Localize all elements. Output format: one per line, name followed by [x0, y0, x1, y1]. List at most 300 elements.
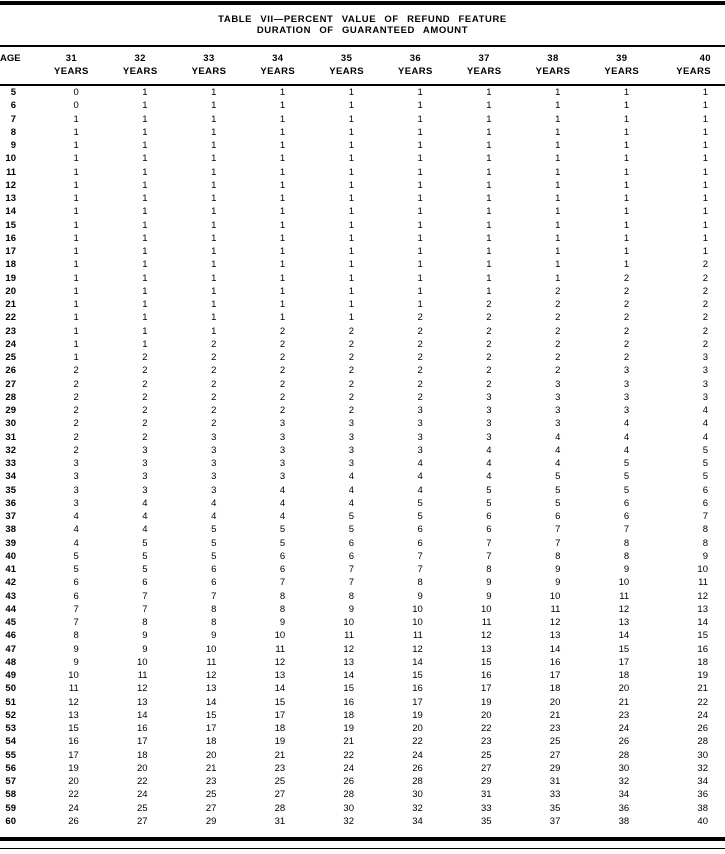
- value-cell: 28: [412, 776, 423, 787]
- value-cell: 18: [137, 749, 148, 761]
- value-cell: 3: [142, 484, 148, 496]
- table-row-age-53: [0, 722, 725, 735]
- value-cell: 4: [348, 471, 354, 483]
- value-cell: 1: [142, 206, 148, 218]
- value-cell: 1: [348, 299, 354, 310]
- value-cell: 1: [211, 259, 217, 271]
- value-cell: 2: [211, 352, 217, 363]
- value-cell: 8: [73, 630, 79, 642]
- value-cell: 1: [211, 100, 217, 112]
- value-cell: 16: [697, 643, 708, 655]
- table-row-age-12: [0, 179, 725, 192]
- age-cell: 54: [5, 736, 16, 748]
- value-cell: 22: [697, 696, 708, 708]
- value-cell: 1: [142, 193, 148, 204]
- value-cell: 9: [486, 590, 492, 602]
- value-cell: 3: [142, 444, 148, 456]
- value-cell: 12: [481, 630, 492, 642]
- value-cell: 6: [486, 524, 492, 536]
- value-cell: 1: [348, 126, 354, 138]
- age-cell: 56: [5, 762, 16, 774]
- age-cell: 47: [5, 643, 16, 655]
- value-cell: 3: [73, 497, 79, 509]
- value-cell: 26: [412, 762, 423, 774]
- value-cell: 2: [279, 352, 286, 363]
- value-cell: 1: [623, 232, 630, 244]
- value-cell: 3: [486, 431, 492, 443]
- table-row-age-55: [0, 749, 725, 762]
- table-row-age-49: [0, 669, 725, 682]
- header-year-number: 37: [478, 53, 490, 64]
- value-cell: 1: [348, 87, 354, 98]
- value-cell: 1: [417, 206, 423, 218]
- value-cell: 1: [555, 219, 561, 231]
- value-cell: 2: [279, 338, 286, 350]
- value-cell: 6: [623, 497, 630, 509]
- value-cell: 11: [619, 590, 630, 602]
- value-cell: 6: [555, 511, 561, 522]
- value-cell: 3: [555, 378, 561, 390]
- table-row-age-32: [0, 444, 725, 457]
- table-row-age-26: [0, 364, 725, 377]
- value-cell: 4: [142, 497, 148, 509]
- value-cell: 2: [348, 378, 354, 390]
- value-cell: 9: [73, 656, 79, 668]
- value-cell: 2: [142, 431, 148, 443]
- value-cell: 2: [348, 325, 354, 337]
- value-cell: 34: [697, 776, 708, 787]
- value-cell: 9: [211, 630, 217, 642]
- value-cell: 1: [623, 259, 630, 271]
- value-cell: 1: [211, 325, 217, 337]
- value-cell: 38: [618, 815, 630, 827]
- age-cell: 23: [5, 325, 16, 337]
- table-row-age-36: [0, 497, 725, 510]
- value-cell: 1: [211, 179, 217, 191]
- value-cell: 2: [211, 418, 217, 430]
- value-cell: 1: [417, 140, 423, 151]
- table-row-age-27: [0, 378, 725, 391]
- header-39-years: [587, 46, 656, 85]
- value-cell: 1: [211, 140, 217, 151]
- header-year-number: 33: [203, 53, 215, 64]
- value-cell: 1: [73, 299, 79, 310]
- value-cell: 1: [486, 179, 492, 191]
- value-cell: 1: [417, 246, 423, 257]
- value-cell: 1: [486, 87, 492, 98]
- value-cell: 1: [348, 193, 354, 204]
- value-cell: 1: [623, 179, 630, 191]
- value-cell: 1: [279, 232, 286, 244]
- table-title: TABLE VII—PERCENT VALUE OF REFUND FEATURE: [218, 14, 507, 25]
- value-cell: 19: [412, 709, 423, 721]
- value-cell: 1: [211, 153, 217, 165]
- age-cell: 52: [5, 709, 16, 721]
- value-cell: 19: [68, 762, 79, 774]
- value-cell: 2: [623, 312, 630, 324]
- value-cell: 17: [412, 696, 423, 708]
- value-cell: 6: [417, 537, 423, 549]
- value-cell: 4: [73, 524, 79, 536]
- value-cell: 2: [142, 378, 148, 390]
- value-cell: 1: [486, 272, 492, 284]
- value-cell: 3: [279, 418, 286, 430]
- age-cell: 24: [5, 338, 16, 350]
- value-cell: 4: [417, 471, 423, 483]
- age-cell: 25: [5, 352, 16, 363]
- value-cell: 21: [618, 696, 630, 708]
- age-cell: 50: [5, 683, 16, 695]
- table-row-age-21: [0, 298, 725, 311]
- age-cell: 11: [5, 166, 16, 178]
- value-cell: 1: [279, 193, 286, 204]
- age-cell: 6: [10, 100, 16, 112]
- table-row-age-57: [0, 775, 725, 788]
- value-cell: 1: [623, 126, 630, 138]
- value-cell: 17: [549, 670, 561, 681]
- age-cell: 37: [5, 511, 16, 522]
- value-cell: 29: [549, 762, 561, 774]
- value-cell: 14: [205, 696, 217, 708]
- table-row-age-54: [0, 735, 725, 748]
- value-cell: 1: [211, 206, 217, 218]
- value-cell: 1: [417, 179, 423, 191]
- table-row-age-35: [0, 484, 725, 497]
- table-row-age-46: [0, 629, 725, 642]
- value-cell: 16: [412, 683, 423, 695]
- value-cell: 4: [142, 511, 148, 522]
- value-cell: 8: [211, 603, 217, 615]
- header-years-label: YEARS: [329, 65, 364, 77]
- table-row-age-51: [0, 696, 725, 709]
- age-cell: 41: [5, 564, 16, 575]
- value-cell: 5: [623, 458, 630, 469]
- value-cell: 1: [623, 193, 630, 204]
- value-cell: 3: [348, 458, 354, 469]
- value-cell: 4: [417, 484, 423, 496]
- age-cell: 17: [5, 246, 16, 257]
- value-cell: 7: [555, 537, 561, 549]
- table-row-age-60: [0, 815, 725, 828]
- value-cell: 26: [697, 723, 708, 734]
- value-cell: 10: [697, 564, 708, 575]
- value-cell: 1: [486, 166, 492, 178]
- value-cell: 1: [555, 126, 561, 138]
- header-year-number: 32: [134, 53, 146, 64]
- value-cell: 1: [417, 87, 423, 98]
- value-cell: 1: [73, 285, 79, 297]
- value-cell: 6: [348, 537, 354, 549]
- age-cell: 8: [10, 126, 16, 138]
- table-row-age-25: [0, 351, 725, 364]
- value-cell: 3: [348, 418, 354, 430]
- value-cell: 3: [279, 458, 286, 469]
- value-cell: 1: [486, 259, 492, 271]
- value-cell: 10: [137, 656, 148, 668]
- value-cell: 1: [555, 100, 561, 112]
- value-cell: 6: [211, 564, 217, 575]
- value-cell: 4: [279, 484, 286, 496]
- value-cell: 2: [417, 338, 423, 350]
- value-cell: 2: [279, 325, 286, 337]
- value-cell: 1: [348, 206, 354, 218]
- value-cell: 3: [486, 418, 492, 430]
- header-year-number: 38: [547, 53, 559, 64]
- value-cell: 1: [486, 140, 492, 151]
- value-cell: 6: [702, 484, 708, 496]
- age-cell: 34: [5, 471, 16, 483]
- header-32-years: [106, 46, 175, 85]
- value-cell: 2: [417, 391, 423, 403]
- value-cell: 5: [623, 471, 630, 483]
- value-cell: 5: [142, 537, 148, 549]
- value-cell: 13: [274, 670, 286, 681]
- value-cell: 1: [142, 272, 148, 284]
- value-cell: 1: [211, 285, 217, 297]
- value-cell: 34: [618, 789, 630, 801]
- value-cell: 9: [417, 590, 423, 602]
- value-cell: 1: [555, 259, 561, 271]
- header-40-years: [656, 46, 725, 85]
- age-cell: 43: [5, 590, 16, 602]
- value-cell: 1: [279, 246, 286, 257]
- age-cell: 27: [5, 378, 16, 390]
- value-cell: 23: [481, 736, 492, 748]
- value-cell: 0: [73, 87, 79, 98]
- value-cell: 1: [279, 259, 286, 271]
- value-cell: 4: [348, 497, 354, 509]
- value-cell: 1: [211, 219, 217, 231]
- value-cell: 1: [279, 153, 286, 165]
- value-cell: 2: [702, 285, 708, 297]
- value-cell: 7: [279, 577, 286, 589]
- value-cell: 3: [73, 484, 79, 496]
- value-cell: 1: [142, 246, 148, 257]
- value-cell: 1: [702, 87, 708, 98]
- age-cell: 29: [5, 405, 16, 416]
- value-cell: 1: [142, 232, 148, 244]
- value-cell: 27: [549, 749, 561, 761]
- value-cell: 1: [702, 113, 708, 125]
- value-cell: 33: [549, 789, 561, 801]
- value-cell: 20: [549, 696, 561, 708]
- age-cell: 45: [5, 617, 16, 628]
- value-cell: 9: [555, 577, 561, 589]
- value-cell: 9: [555, 564, 561, 575]
- value-cell: 7: [73, 603, 79, 615]
- value-cell: 25: [274, 776, 286, 787]
- value-cell: 2: [623, 352, 630, 363]
- value-cell: 2: [623, 299, 630, 310]
- value-cell: 1: [486, 206, 492, 218]
- value-cell: 6: [142, 577, 148, 589]
- table-row-age-29: [0, 404, 725, 417]
- value-cell: 35: [481, 815, 492, 827]
- value-cell: 13: [697, 603, 708, 615]
- value-cell: 8: [211, 617, 217, 628]
- value-cell: 21: [697, 683, 708, 695]
- value-cell: 2: [142, 365, 148, 377]
- value-cell: 1: [142, 87, 148, 98]
- value-cell: 1: [417, 126, 423, 138]
- value-cell: 6: [623, 511, 630, 522]
- value-cell: 4: [486, 444, 492, 456]
- age-cell: 58: [5, 789, 16, 801]
- age-cell: 15: [5, 219, 16, 231]
- age-cell: 57: [5, 776, 16, 787]
- value-cell: 9: [73, 643, 79, 655]
- table-row-age-9: [0, 139, 725, 152]
- value-cell: 1: [486, 232, 492, 244]
- age-cell: 12: [5, 179, 16, 191]
- age-cell: 21: [5, 299, 16, 310]
- value-cell: 27: [481, 762, 492, 774]
- age-cell: 18: [5, 259, 16, 271]
- value-cell: 23: [274, 762, 286, 774]
- value-cell: 18: [697, 656, 708, 668]
- value-cell: 3: [702, 378, 708, 390]
- value-cell: 3: [211, 444, 217, 456]
- value-cell: 25: [205, 789, 217, 801]
- value-cell: 13: [205, 683, 217, 695]
- refund-feature-table: [0, 45, 725, 828]
- value-cell: 24: [412, 749, 423, 761]
- value-cell: 1: [348, 140, 354, 151]
- value-cell: 11: [550, 603, 561, 615]
- value-cell: 26: [618, 736, 630, 748]
- value-cell: 2: [211, 338, 217, 350]
- value-cell: 3: [555, 418, 561, 430]
- header-year-number: 35: [340, 53, 353, 64]
- value-cell: 3: [279, 444, 286, 456]
- value-cell: 8: [623, 537, 630, 549]
- value-cell: 21: [274, 749, 286, 761]
- age-cell: 13: [5, 193, 16, 204]
- value-cell: 5: [73, 564, 79, 575]
- value-cell: 7: [142, 603, 148, 615]
- value-cell: 1: [279, 166, 286, 178]
- value-cell: 2: [142, 418, 148, 430]
- age-cell: 14: [5, 206, 16, 218]
- value-cell: 1: [555, 179, 561, 191]
- value-cell: 12: [549, 617, 561, 628]
- header-year-number: 40: [699, 53, 711, 64]
- value-cell: 8: [417, 577, 423, 589]
- value-cell: 4: [279, 497, 286, 509]
- age-cell: 31: [5, 431, 16, 443]
- value-cell: 1: [702, 100, 708, 112]
- table-row-age-42: [0, 576, 725, 589]
- table-row-age-17: [0, 245, 725, 258]
- age-cell: 40: [5, 550, 16, 562]
- value-cell: 2: [142, 405, 148, 416]
- value-cell: 1: [279, 285, 286, 297]
- table-row-age-44: [0, 603, 725, 616]
- value-cell: 21: [549, 709, 561, 721]
- value-cell: 15: [68, 723, 79, 734]
- value-cell: 1: [555, 113, 561, 125]
- value-cell: 4: [555, 431, 561, 443]
- age-cell: 35: [5, 484, 16, 496]
- value-cell: 7: [348, 564, 354, 575]
- value-cell: 2: [211, 378, 217, 390]
- value-cell: 6: [211, 577, 217, 589]
- value-cell: 6: [73, 590, 79, 602]
- table-row-age-7: [0, 113, 725, 126]
- value-cell: 2: [73, 431, 79, 443]
- value-cell: 2: [348, 365, 354, 377]
- value-cell: 28: [274, 802, 286, 814]
- value-cell: 18: [205, 736, 217, 748]
- value-cell: 29: [481, 776, 492, 787]
- value-cell: 1: [211, 87, 217, 98]
- value-cell: 5: [211, 550, 217, 562]
- value-cell: 2: [142, 391, 148, 403]
- age-cell: 32: [5, 444, 16, 456]
- value-cell: 1: [623, 206, 630, 218]
- value-cell: 1: [142, 285, 148, 297]
- value-cell: 1: [73, 232, 79, 244]
- value-cell: 12: [697, 590, 708, 602]
- value-cell: 2: [486, 325, 492, 337]
- value-cell: 33: [481, 802, 492, 814]
- value-cell: 3: [417, 418, 423, 430]
- age-cell: 28: [5, 391, 16, 403]
- value-cell: 1: [279, 126, 286, 138]
- value-cell: 5: [555, 497, 561, 509]
- value-cell: 3: [417, 431, 423, 443]
- value-cell: 7: [417, 550, 423, 562]
- value-cell: 5: [142, 564, 148, 575]
- value-cell: 22: [68, 789, 79, 801]
- value-cell: 23: [618, 709, 630, 721]
- value-cell: 17: [618, 656, 630, 668]
- value-cell: 1: [279, 206, 286, 218]
- value-cell: 1: [348, 100, 354, 112]
- header-years-label: YEARS: [535, 65, 571, 77]
- value-cell: 8: [279, 603, 286, 615]
- bottom-rule: [0, 837, 725, 841]
- value-cell: 32: [697, 762, 708, 774]
- value-cell: 3: [486, 405, 492, 416]
- value-cell: 17: [137, 736, 148, 748]
- value-cell: 24: [343, 762, 354, 774]
- value-cell: 4: [348, 484, 354, 496]
- value-cell: 1: [142, 166, 148, 178]
- value-cell: 29: [205, 815, 217, 827]
- value-cell: 1: [73, 140, 79, 151]
- value-cell: 9: [702, 550, 708, 562]
- value-cell: 7: [348, 577, 354, 589]
- value-cell: 10: [205, 643, 217, 655]
- value-cell: 5: [417, 511, 423, 522]
- value-cell: 2: [623, 272, 630, 284]
- value-cell: 1: [73, 338, 79, 350]
- value-cell: 7: [211, 590, 217, 602]
- value-cell: 1: [486, 193, 492, 204]
- value-cell: 4: [555, 444, 561, 456]
- age-cell: 48: [5, 656, 16, 668]
- value-cell: 14: [274, 683, 286, 695]
- table-row-age-40: [0, 550, 725, 563]
- value-cell: 13: [68, 709, 79, 721]
- value-cell: 6: [348, 550, 354, 562]
- value-cell: 4: [623, 431, 630, 443]
- value-cell: 1: [73, 193, 79, 204]
- value-cell: 1: [486, 219, 492, 231]
- age-cell: 9: [10, 140, 16, 151]
- value-cell: 1: [417, 272, 423, 284]
